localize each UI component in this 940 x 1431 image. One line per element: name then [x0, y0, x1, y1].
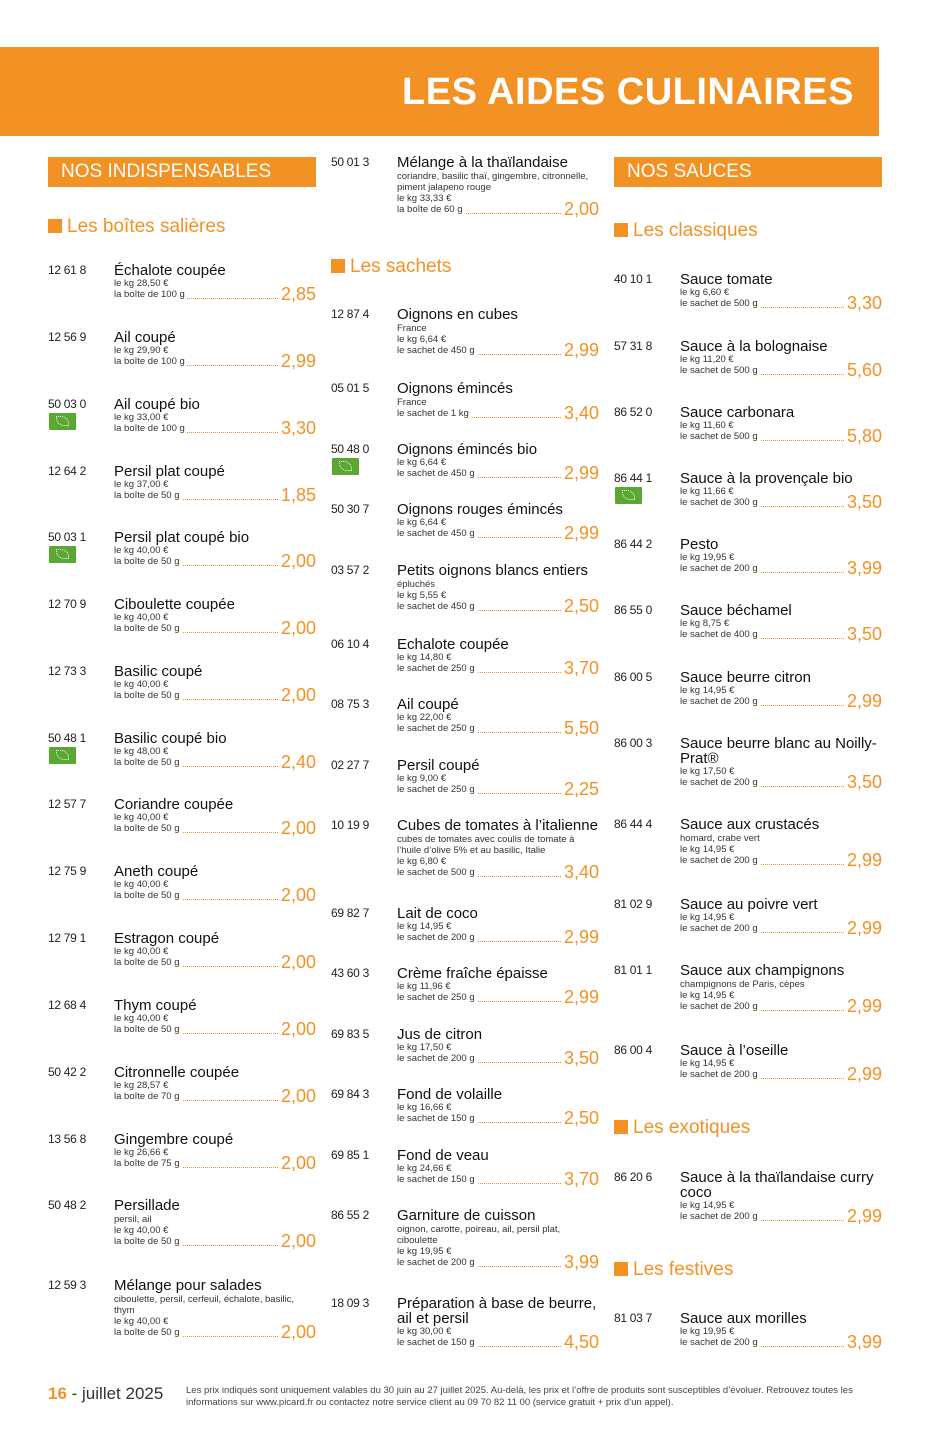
- bio-label-icon: [49, 413, 76, 430]
- product-price: 5,60: [844, 361, 882, 379]
- product-price: 2,00: [278, 1323, 316, 1341]
- package-size: le sachet de 450 g: [397, 345, 475, 356]
- product-price: 2,99: [278, 352, 316, 370]
- product-name: Lait de coco: [397, 905, 478, 922]
- price-per-kg: le kg 17,50 €: [397, 1042, 452, 1053]
- product-name: Garniture de cuisson: [397, 1207, 536, 1224]
- product-price: 3,50: [844, 625, 882, 643]
- price-per-kg: le kg 40,00 €: [114, 1225, 169, 1236]
- package-size: le sachet de 500 g: [680, 298, 758, 309]
- package-size: le sachet de 250 g: [397, 663, 475, 674]
- product-code: 86 52 0: [614, 405, 652, 419]
- page-title: LES AIDES CULINAIRES: [402, 71, 854, 113]
- subheading: Les classiques: [614, 220, 758, 242]
- product-name: Ail coupé bio: [114, 396, 200, 413]
- package-size: la boîte de 75 g: [114, 1158, 180, 1169]
- product-code: 86 44 1: [614, 471, 652, 485]
- product-code: 12 56 9: [48, 330, 86, 344]
- product-description: cubes de tomates avec coulis de tomate à l’huile d’olive 5% et au basilic, Italie: [397, 834, 575, 856]
- price-per-kg: le kg 14,95 €: [680, 685, 735, 696]
- package-size: la boîte de 50 g: [114, 757, 180, 768]
- price-per-kg: le kg 11,20 €: [680, 354, 734, 365]
- product-price: 3,30: [844, 294, 882, 312]
- product-description: ciboulette, persil, cerfeuil, échalote, basilic, thym: [114, 1294, 295, 1316]
- bio-label-icon: [49, 546, 76, 563]
- product-price: 2,00: [278, 552, 316, 570]
- bio-label-icon: [49, 747, 76, 764]
- package-size: le sachet de 150 g: [397, 1337, 475, 1348]
- product-code: 69 85 1: [331, 1148, 369, 1162]
- product-code: 10 19 9: [331, 818, 369, 832]
- product-price: 3,40: [561, 863, 599, 881]
- package-size: le sachet de 200 g: [397, 1257, 475, 1268]
- price-per-kg: le kg 9,00 €: [397, 773, 447, 784]
- product-name: Crème fraîche épaisse: [397, 965, 548, 982]
- price-per-kg: le kg 19,95 €: [680, 552, 735, 563]
- product-code: 69 83 5: [331, 1027, 369, 1041]
- package-size: le sachet de 250 g: [397, 992, 475, 1003]
- product-code: 81 02 9: [614, 897, 652, 911]
- package-size: le sachet de 450 g: [397, 468, 475, 479]
- product-price: 2,00: [278, 886, 316, 904]
- product-description: oignon, carotte, poireau, ail, persil plat, ciboulette: [397, 1224, 561, 1246]
- bio-label-icon: [332, 458, 359, 475]
- product-name: Oignons rouges émincés: [397, 501, 563, 518]
- product-code: 12 59 3: [48, 1278, 86, 1292]
- product-code: 86 44 4: [614, 817, 652, 831]
- product-name: Sauce au poivre vert: [680, 896, 818, 913]
- product-price: 3,40: [561, 404, 599, 422]
- package-size: la boîte de 50 g: [114, 556, 180, 567]
- product-name: Sauce aux morilles: [680, 1310, 807, 1327]
- product-price: 2,00: [278, 1154, 316, 1172]
- bio-label-icon: [615, 487, 642, 504]
- package-size: la boîte de 50 g: [114, 623, 180, 634]
- price-per-kg: le kg 6,80 €: [397, 856, 447, 867]
- product-name: Gingembre coupé: [114, 1131, 234, 1148]
- price-per-kg: le kg 17,50 €: [680, 766, 735, 777]
- price-per-kg: le kg 14,80 €: [397, 652, 452, 663]
- product-name: Persil coupé: [397, 757, 480, 774]
- product-code: 86 44 2: [614, 537, 652, 551]
- package-size: le sachet de 500 g: [397, 867, 475, 878]
- price-per-kg: le kg 40,00 €: [114, 1316, 169, 1327]
- product-code: 13 56 8: [48, 1132, 86, 1146]
- package-size: le sachet de 250 g: [397, 784, 475, 795]
- package-size: le sachet de 500 g: [680, 365, 758, 376]
- product-code: 03 57 2: [331, 563, 369, 577]
- price-per-kg: le kg 11,60 €: [680, 420, 734, 431]
- product-code: 12 73 3: [48, 664, 86, 678]
- product-name: Coriandre coupée: [114, 796, 234, 813]
- product-code: 12 75 9: [48, 864, 86, 878]
- price-per-kg: le kg 29,90 €: [114, 345, 169, 356]
- product-name: Persil plat coupé: [114, 463, 225, 480]
- price-per-kg: le kg 11,66 €: [680, 486, 734, 497]
- price-per-kg: le kg 16,66 €: [397, 1102, 452, 1113]
- product-code: 02 27 7: [331, 758, 369, 772]
- subheading: Les festives: [614, 1259, 733, 1281]
- product-name: Sauce beurre citron: [680, 669, 811, 686]
- product-code: 50 42 2: [48, 1065, 86, 1079]
- price-per-kg: le kg 40,00 €: [114, 879, 169, 890]
- product-name: Sauce aux champignons: [680, 962, 845, 979]
- price-per-kg: le kg 26,66 €: [114, 1147, 169, 1158]
- price-per-kg: le kg 40,00 €: [114, 946, 169, 957]
- product-description: France: [397, 397, 427, 408]
- subheading: Les exotiques: [614, 1117, 750, 1139]
- product-price: 4,50: [561, 1333, 599, 1351]
- product-name: Échalote coupée: [114, 262, 226, 279]
- subheading: Les sachets: [331, 256, 451, 278]
- price-per-kg: le kg 28,50 €: [114, 278, 169, 289]
- package-size: le sachet de 400 g: [680, 629, 758, 640]
- package-size: le sachet de 200 g: [680, 923, 758, 934]
- product-name: Oignons en cubes: [397, 306, 518, 323]
- product-name: Sauce à la provençale bio: [680, 470, 853, 487]
- product-name: Citronnelle coupée: [114, 1064, 240, 1081]
- product-price: 2,99: [561, 464, 599, 482]
- product-name: Cubes de tomates à l’italienne: [397, 817, 598, 834]
- price-per-kg: le kg 28,57 €: [114, 1080, 169, 1091]
- product-code: 50 30 7: [331, 502, 369, 516]
- product-name: Basilic coupé bio: [114, 730, 227, 747]
- product-code: 69 84 3: [331, 1087, 369, 1101]
- package-size: la boîte de 70 g: [114, 1091, 180, 1102]
- product-name: Mélange à la thaïlandaise: [397, 154, 568, 171]
- price-per-kg: le kg 14,95 €: [680, 990, 735, 1001]
- package-size: la boîte de 50 g: [114, 823, 180, 834]
- price-per-kg: le kg 40,00 €: [114, 545, 169, 556]
- product-name: Sauce tomate: [680, 271, 773, 288]
- product-name: Fond de veau: [397, 1147, 489, 1164]
- package-size: le sachet de 200 g: [680, 855, 758, 866]
- product-name: Sauce à l’oseille: [680, 1042, 789, 1059]
- product-name: Sauce beurre blanc au Noilly-Prat®: [680, 735, 877, 767]
- page-number: 16 - juillet 2025: [48, 1384, 164, 1403]
- price-per-kg: le kg 37,00 €: [114, 479, 169, 490]
- price-per-kg: le kg 24,66 €: [397, 1163, 452, 1174]
- product-code: 50 03 1: [48, 530, 86, 544]
- product-name: Sauce aux crustacés: [680, 816, 820, 833]
- product-price: 3,70: [561, 659, 599, 677]
- price-per-kg: le kg 40,00 €: [114, 1013, 169, 1024]
- product-name: Sauce carbonara: [680, 404, 795, 421]
- product-price: 2,99: [561, 988, 599, 1006]
- product-price: 2,99: [561, 524, 599, 542]
- product-code: 86 20 6: [614, 1170, 652, 1184]
- product-price: 2,85: [278, 285, 316, 303]
- product-price: 2,00: [278, 619, 316, 637]
- price-per-kg: le kg 33,00 €: [114, 412, 169, 423]
- package-size: le sachet de 300 g: [680, 497, 758, 508]
- product-code: 12 70 9: [48, 597, 86, 611]
- product-price: 2,99: [844, 919, 882, 937]
- package-size: le sachet de 200 g: [680, 1211, 758, 1222]
- product-price: 2,99: [844, 1207, 882, 1225]
- product-code: 81 01 1: [614, 963, 652, 977]
- product-price: 3,50: [844, 493, 882, 511]
- product-code: 86 55 0: [614, 603, 652, 617]
- package-size: le sachet de 450 g: [397, 528, 475, 539]
- product-code: 50 48 1: [48, 731, 86, 745]
- product-price: 5,50: [561, 719, 599, 737]
- product-code: 57 31 8: [614, 339, 652, 353]
- product-name: Ciboulette coupée: [114, 596, 235, 613]
- product-code: 18 09 3: [331, 1296, 369, 1310]
- price-per-kg: le kg 40,00 €: [114, 812, 169, 823]
- product-price: 2,99: [561, 928, 599, 946]
- price-per-kg: le kg 14,95 €: [680, 912, 735, 923]
- product-code: 50 01 3: [331, 155, 369, 169]
- price-per-kg: le kg 8,75 €: [680, 618, 730, 629]
- product-name: Ail coupé: [114, 329, 176, 346]
- price-per-kg: le kg 22,00 €: [397, 712, 452, 723]
- package-size: la boîte de 50 g: [114, 1024, 180, 1035]
- package-size: le sachet de 200 g: [680, 777, 758, 788]
- product-code: 50 03 0: [48, 397, 86, 411]
- product-price: 3,50: [561, 1049, 599, 1067]
- product-code: 05 01 5: [331, 381, 369, 395]
- product-price: 2,40: [278, 753, 316, 771]
- product-name: Basilic coupé: [114, 663, 203, 680]
- product-price: 2,00: [278, 1020, 316, 1038]
- product-code: 43 60 3: [331, 966, 369, 980]
- product-name: Jus de citron: [397, 1026, 483, 1043]
- package-size: la boîte de 50 g: [114, 690, 180, 701]
- product-name: Sauce béchamel: [680, 602, 792, 619]
- package-size: le sachet de 250 g: [397, 723, 475, 734]
- price-per-kg: le kg 40,00 €: [114, 612, 169, 623]
- product-description: homard, crabe vert: [680, 833, 760, 844]
- product-description: persil, ail: [114, 1214, 152, 1225]
- product-price: 2,99: [844, 1065, 882, 1083]
- product-price: 2,99: [844, 997, 882, 1015]
- package-size: la boîte de 50 g: [114, 890, 180, 901]
- product-name: Oignons émincés bio: [397, 441, 538, 458]
- product-price: 2,00: [278, 1087, 316, 1105]
- product-code: 12 57 7: [48, 797, 86, 811]
- product-price: 3,99: [844, 559, 882, 577]
- package-size: le sachet de 450 g: [397, 601, 475, 612]
- product-description: France: [397, 323, 427, 334]
- package-size: le sachet de 200 g: [680, 696, 758, 707]
- product-code: 12 64 2: [48, 464, 86, 478]
- product-price: 2,99: [844, 692, 882, 710]
- package-size: la boîte de 50 g: [114, 1236, 180, 1247]
- price-per-kg: le kg 6,64 €: [397, 457, 447, 468]
- product-price: 5,80: [844, 427, 882, 445]
- product-name: Sauce à la bolognaise: [680, 338, 828, 355]
- section-heading: NOS INDISPENSABLES: [48, 157, 316, 187]
- price-per-kg: le kg 14,95 €: [680, 844, 735, 855]
- product-code: 08 75 3: [331, 697, 369, 711]
- price-per-kg: le kg 11,96 €: [397, 981, 451, 992]
- product-name: Petits oignons blancs entiers: [397, 562, 588, 579]
- product-name: Thym coupé: [114, 997, 197, 1014]
- product-price: 2,00: [278, 686, 316, 704]
- product-price: 1,85: [278, 486, 316, 504]
- product-name: Persil plat coupé bio: [114, 529, 250, 546]
- price-per-kg: le kg 6,60 €: [680, 287, 730, 298]
- product-code: 12 61 8: [48, 263, 86, 277]
- price-per-kg: le kg 14,95 €: [680, 1058, 735, 1069]
- price-per-kg: le kg 14,95 €: [397, 921, 452, 932]
- product-name: Pesto: [680, 536, 719, 553]
- package-size: la boîte de 100 g: [114, 356, 185, 367]
- package-size: la boîte de 50 g: [114, 957, 180, 968]
- product-price: 2,50: [561, 597, 599, 615]
- product-name: Fond de volaille: [397, 1086, 503, 1103]
- product-price: 3,50: [844, 773, 882, 791]
- package-size: le sachet de 200 g: [680, 563, 758, 574]
- price-per-kg: le kg 48,00 €: [114, 746, 169, 757]
- product-code: 40 10 1: [614, 272, 652, 286]
- package-size: la boîte de 50 g: [114, 490, 180, 501]
- package-size: le sachet de 200 g: [397, 1053, 475, 1064]
- price-per-kg: le kg 6,64 €: [397, 334, 447, 345]
- product-code: 12 68 4: [48, 998, 86, 1012]
- package-size: le sachet de 1 kg: [397, 408, 469, 419]
- package-size: la boîte de 100 g: [114, 423, 185, 434]
- subheading: Les boîtes salières: [48, 216, 225, 238]
- product-name: Persillade: [114, 1197, 180, 1214]
- package-size: le sachet de 200 g: [680, 1001, 758, 1012]
- product-code: 50 48 0: [331, 442, 369, 456]
- package-size: le sachet de 200 g: [680, 1069, 758, 1080]
- package-size: le sachet de 150 g: [397, 1113, 475, 1124]
- product-code: 69 82 7: [331, 906, 369, 920]
- package-size: le sachet de 150 g: [397, 1174, 475, 1185]
- price-per-kg: le kg 5,55 €: [397, 590, 447, 601]
- product-price: 2,00: [278, 819, 316, 837]
- product-code: 50 48 2: [48, 1198, 86, 1212]
- product-name: Aneth coupé: [114, 863, 199, 880]
- product-name: Oignons émincés: [397, 380, 513, 397]
- package-size: le sachet de 200 g: [397, 932, 475, 943]
- product-price: 3,30: [278, 419, 316, 437]
- price-per-kg: le kg 33,33 €: [397, 193, 452, 204]
- product-name: Sauce à la thaïlandaise curry coco: [680, 1169, 874, 1201]
- price-per-kg: le kg 14,95 €: [680, 1200, 735, 1211]
- product-description: épluchés: [397, 579, 436, 590]
- header-banner: [0, 47, 879, 136]
- price-per-kg: le kg 30,00 €: [397, 1326, 452, 1337]
- product-price: 3,70: [561, 1170, 599, 1188]
- product-code: 81 03 7: [614, 1311, 652, 1325]
- product-price: 2,00: [278, 953, 316, 971]
- section-heading: NOS SAUCES: [614, 157, 882, 187]
- product-price: 2,00: [278, 1232, 316, 1250]
- product-description: champignons de Paris, cèpes: [680, 979, 805, 990]
- product-name: Mélange pour salades: [114, 1277, 262, 1294]
- package-size: la boîte de 100 g: [114, 289, 185, 300]
- package-size: la boîte de 60 g: [397, 204, 463, 215]
- product-price: 2,50: [561, 1109, 599, 1127]
- product-code: 86 00 3: [614, 736, 652, 750]
- product-price: 2,99: [561, 341, 599, 359]
- package-size: le sachet de 200 g: [680, 1337, 758, 1348]
- price-per-kg: le kg 40,00 €: [114, 679, 169, 690]
- product-code: 86 00 5: [614, 670, 652, 684]
- product-price: 2,25: [561, 780, 599, 798]
- product-name: Echalote coupée: [397, 636, 509, 653]
- product-code: 12 87 4: [331, 307, 369, 321]
- product-description: coriandre, basilic thaï, gingembre, citronnelle, piment jalapeno rouge: [397, 171, 589, 193]
- product-code: 86 00 4: [614, 1043, 652, 1057]
- product-price: 2,99: [844, 851, 882, 869]
- product-price: 3,99: [561, 1253, 599, 1271]
- package-size: le sachet de 500 g: [680, 431, 758, 442]
- price-per-kg: le kg 19,95 €: [397, 1246, 452, 1257]
- product-code: 06 10 4: [331, 637, 369, 651]
- price-per-kg: le kg 6,64 €: [397, 517, 447, 528]
- package-size: la boîte de 50 g: [114, 1327, 180, 1338]
- product-code: 86 55 2: [331, 1208, 369, 1222]
- product-price: 2,00: [561, 200, 599, 218]
- product-name: Estragon coupé: [114, 930, 220, 947]
- footer-note: Les prix indiqués sont uniquement valables du 30 juin au 27 juillet 2025. Au-delà, les prix et l’offre de produits sont susceptibles d’évoluer. Retrouvez toutes les informations sur www.picard.fr ou contactez notre service client au 09 70 82 11 00 (service gratuit + prix d’un appel).: [186, 1385, 853, 1408]
- product-name: Préparation à base de beurre, ail et persil: [397, 1295, 597, 1327]
- product-code: 12 79 1: [48, 931, 86, 945]
- product-name: Ail coupé: [397, 696, 459, 713]
- price-per-kg: le kg 19,95 €: [680, 1326, 735, 1337]
- product-price: 3,99: [844, 1333, 882, 1351]
